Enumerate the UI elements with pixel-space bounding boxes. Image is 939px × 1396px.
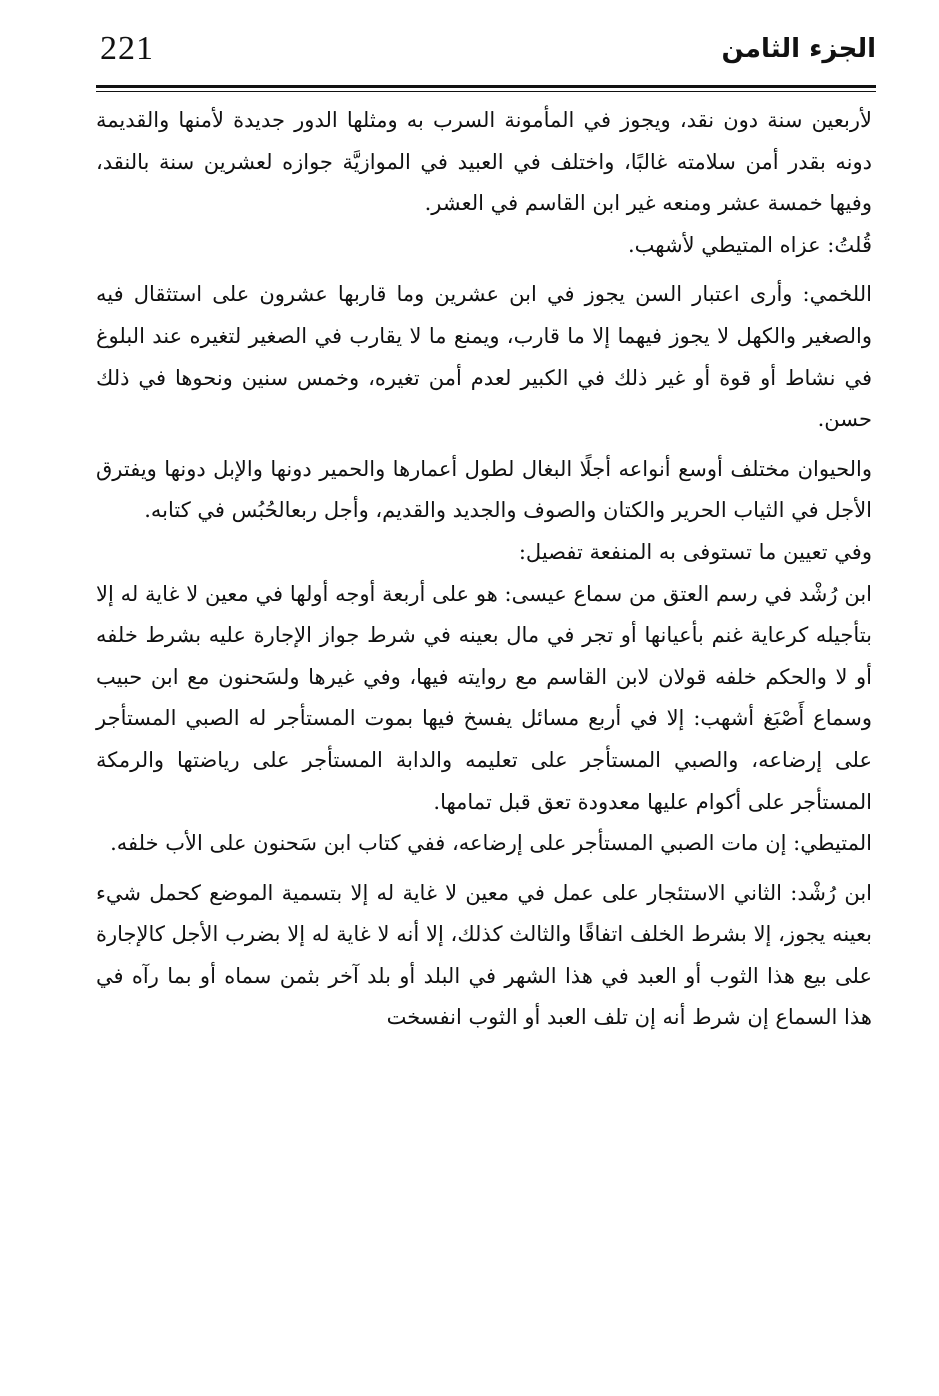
paragraph: قُلتُ: عزاه المتيطي لأشهب. <box>628 232 872 257</box>
paragraph: وفي تعيين ما تستوفى به المنفعة تفصيل: <box>518 539 872 564</box>
page-number: 221 <box>100 30 154 67</box>
running-title: الجزء الثامن <box>721 34 876 64</box>
paragraph: لأربعين سنة دون نقد، ويجوز في المأمونة السرب به ومثلها الدور جديدة لأمنها والقديمة دونه بقدر أمن سلامته غالبًا، واختلف في العبيد في الموازيَّة جوازه لعشرين سنة بالنقد، وفيها خمسة عشر ومنعه غير ابن القاسم في العشر. <box>96 108 872 216</box>
header-rule-thin <box>96 91 876 92</box>
body-text <box>96 100 872 1039</box>
paragraph: اللخمي: وأرى اعتبار السن يجوز في ابن عشرين وما قاربها عشرون على استثقال فيه والصغير والكهل لا يجوز فيهما إلا ما قارب، ويمنع ما لا يقارب في الصغير لتغيره عند البلوغ في نشاط أو قوة أو غير ذلك في الكبير لعدم أمن تغيره، وخمس سنين ونحوها في ذلك حسن. <box>96 282 872 432</box>
header-rule <box>96 85 876 88</box>
paragraph: المتيطي: إن مات الصبي المستأجر على إرضاعه، ففي كتاب ابن سَحنون على الأب خلفه. <box>110 831 872 856</box>
paragraph: ابن رُشْد: الثاني الاستئجار على عمل في معين لا غاية له إلا بتسمية الموضع كحمل شيء بعينه يجوز، إلا بشرط الخلف اتفاقًا والثالث كذلك، إلا أنه لا غاية له إلا بضرب الأجل كالإجارة على بيع هذا الثوب أو العبد في هذا الشهر في البلد أو بلد آخر بثمن سماه أو بما رآه في هذا السماع إن شرط أنه إن تلف العبد أو الثوب انفسخت <box>96 880 872 1030</box>
paragraph: والحيوان مختلف أوسع أنواعه أجلًا البغال لطول أعمارها والحمير دونها والإبل دونها ويفترق الأجل في الثياب الحرير والكتان والصوف والجديد والقديم، وأجل ربعالحُبُس في كتابه. <box>96 456 872 523</box>
paragraph: ابن رُشْد في رسم العتق من سماع عيسى: هو على أربعة أوجه أولها في معين لا غاية له إلا بتأجيله كرعاية غنم بأعيانها أو تجر في مال بعينه في شرط جواز الإجارة عليه بشرط خلفه أو لا والحكم خلفه قولان لابن القاسم مع روايته فيها، وفي غيرها ولسَحنون مع ابن حبيب وسماع أَصْبَغ أشهب: إلا في أربع مسائل يفسخ فيها بموت المستأجر له الصبي المستأجر على إرضاعه، والصبي المستأجر على تعليمه والدابة المستأجر على رياضتها والرمكة المستأجر على أكوام عليها معدودة تعق قبل تمامها. <box>96 581 872 814</box>
page-header <box>96 20 876 80</box>
